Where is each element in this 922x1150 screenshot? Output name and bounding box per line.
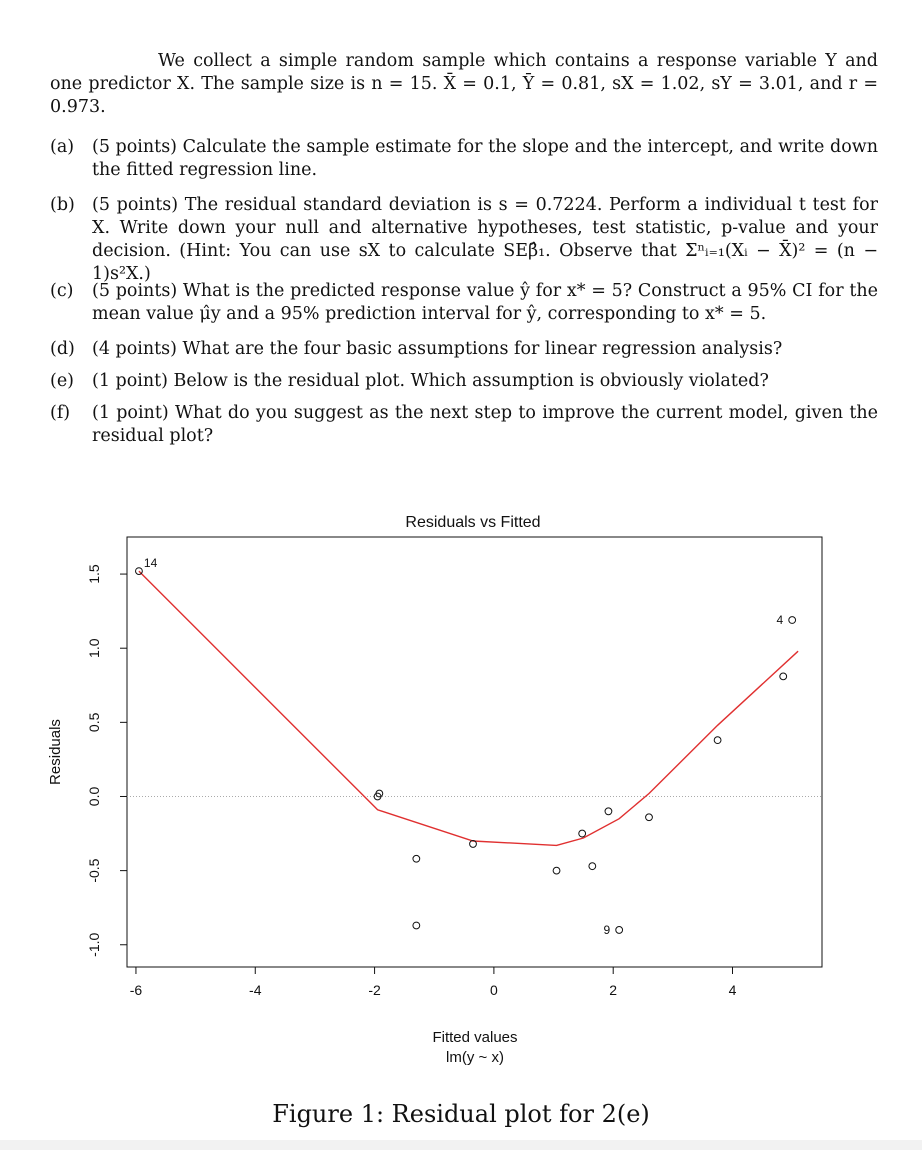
plot-frame: [127, 537, 822, 967]
residual-point: [413, 855, 420, 862]
page-bottom-edge: [0, 1140, 922, 1150]
y-axis: [86, 564, 127, 957]
question-text: (5 points) Calculate the sample estimate for the slope and the intercept, and write down the fitted regression line.: [92, 137, 878, 180]
question-label: (f): [50, 403, 71, 423]
x-axis-label: Fitted values: [432, 1029, 518, 1046]
residual-point: [579, 830, 586, 837]
residual-point: [553, 867, 560, 874]
residual-point: [616, 927, 623, 934]
residual-plot: [0, 500, 922, 1080]
point-label: 14: [143, 556, 158, 571]
x-tick-label: -4: [249, 982, 262, 998]
residual-point: [646, 814, 653, 821]
intro-text: We collect a simple random sample which contains a response variable Y and one predictor X. The sample size is n = 15. X̄ = 0.1, Ȳ = 0.81, sX = 1.02, sY = 3.01, and r = 0.973.: [50, 51, 878, 117]
residual-point: [589, 863, 596, 870]
question-label: (d): [50, 339, 75, 359]
question-label: (c): [50, 281, 74, 301]
problem-intro: [50, 50, 878, 119]
question-text: (5 points) The residual standard deviation is s = 0.7224. Perform a individual t test for X. Write down your null and alternative hypotheses, test statistic, p-value and your decision. (Hint: You can use sX to calculate SEβ̂₁. Observe that Σⁿᵢ₌₁(Xᵢ − X̄)² = (n − 1)s²X.): [92, 195, 878, 284]
residual-point: [780, 673, 787, 680]
y-axis-label: Residuals: [47, 719, 64, 785]
point-label: 4: [776, 613, 784, 628]
question-text: (4 points) What are the four basic assumptions for linear regression analysis?: [92, 339, 783, 359]
residual-point: [789, 617, 796, 624]
question-label: (b): [50, 195, 75, 215]
x-tick-label: 4: [728, 982, 737, 998]
x-tick-label: -6: [129, 982, 143, 998]
x-tick-label: -2: [368, 982, 381, 998]
y-tick-label: 0.0: [86, 786, 102, 807]
x-axis-sublabel: lm(y ~ x): [446, 1049, 504, 1066]
y-tick-label: -1.0: [86, 932, 102, 957]
y-tick-label: -0.5: [86, 858, 102, 883]
question-label: (e): [50, 371, 75, 391]
question-text: (1 point) Below is the residual plot. Which assumption is obviously violated?: [92, 371, 769, 391]
figure-caption: Figure 1: Residual plot for 2(e): [272, 1100, 650, 1128]
question-text: (1 point) What do you suggest as the next step to improve the current model, given the residual plot?: [92, 403, 878, 446]
point-label: 9: [603, 922, 611, 937]
residual-point: [413, 922, 420, 929]
residual-point: [605, 808, 612, 815]
question-label: (a): [50, 137, 75, 157]
x-tick-label: 0: [489, 982, 498, 998]
x-axis: [130, 967, 737, 998]
residual-point: [714, 737, 721, 744]
y-tick-label: 1.5: [86, 564, 102, 584]
question-text: (5 points) What is the predicted response value ŷ for x* = 5? Construct a 95% CI for the mean value μ̂y and a 95% prediction interval for ŷ, corresponding to x* = 5.: [92, 281, 878, 324]
x-tick-label: 2: [609, 982, 618, 998]
smooth-trend-line: [139, 571, 798, 845]
y-tick-label: 0.5: [86, 712, 102, 733]
chart-title: Residuals vs Fitted: [405, 514, 541, 531]
y-tick-label: 1.0: [86, 638, 102, 658]
